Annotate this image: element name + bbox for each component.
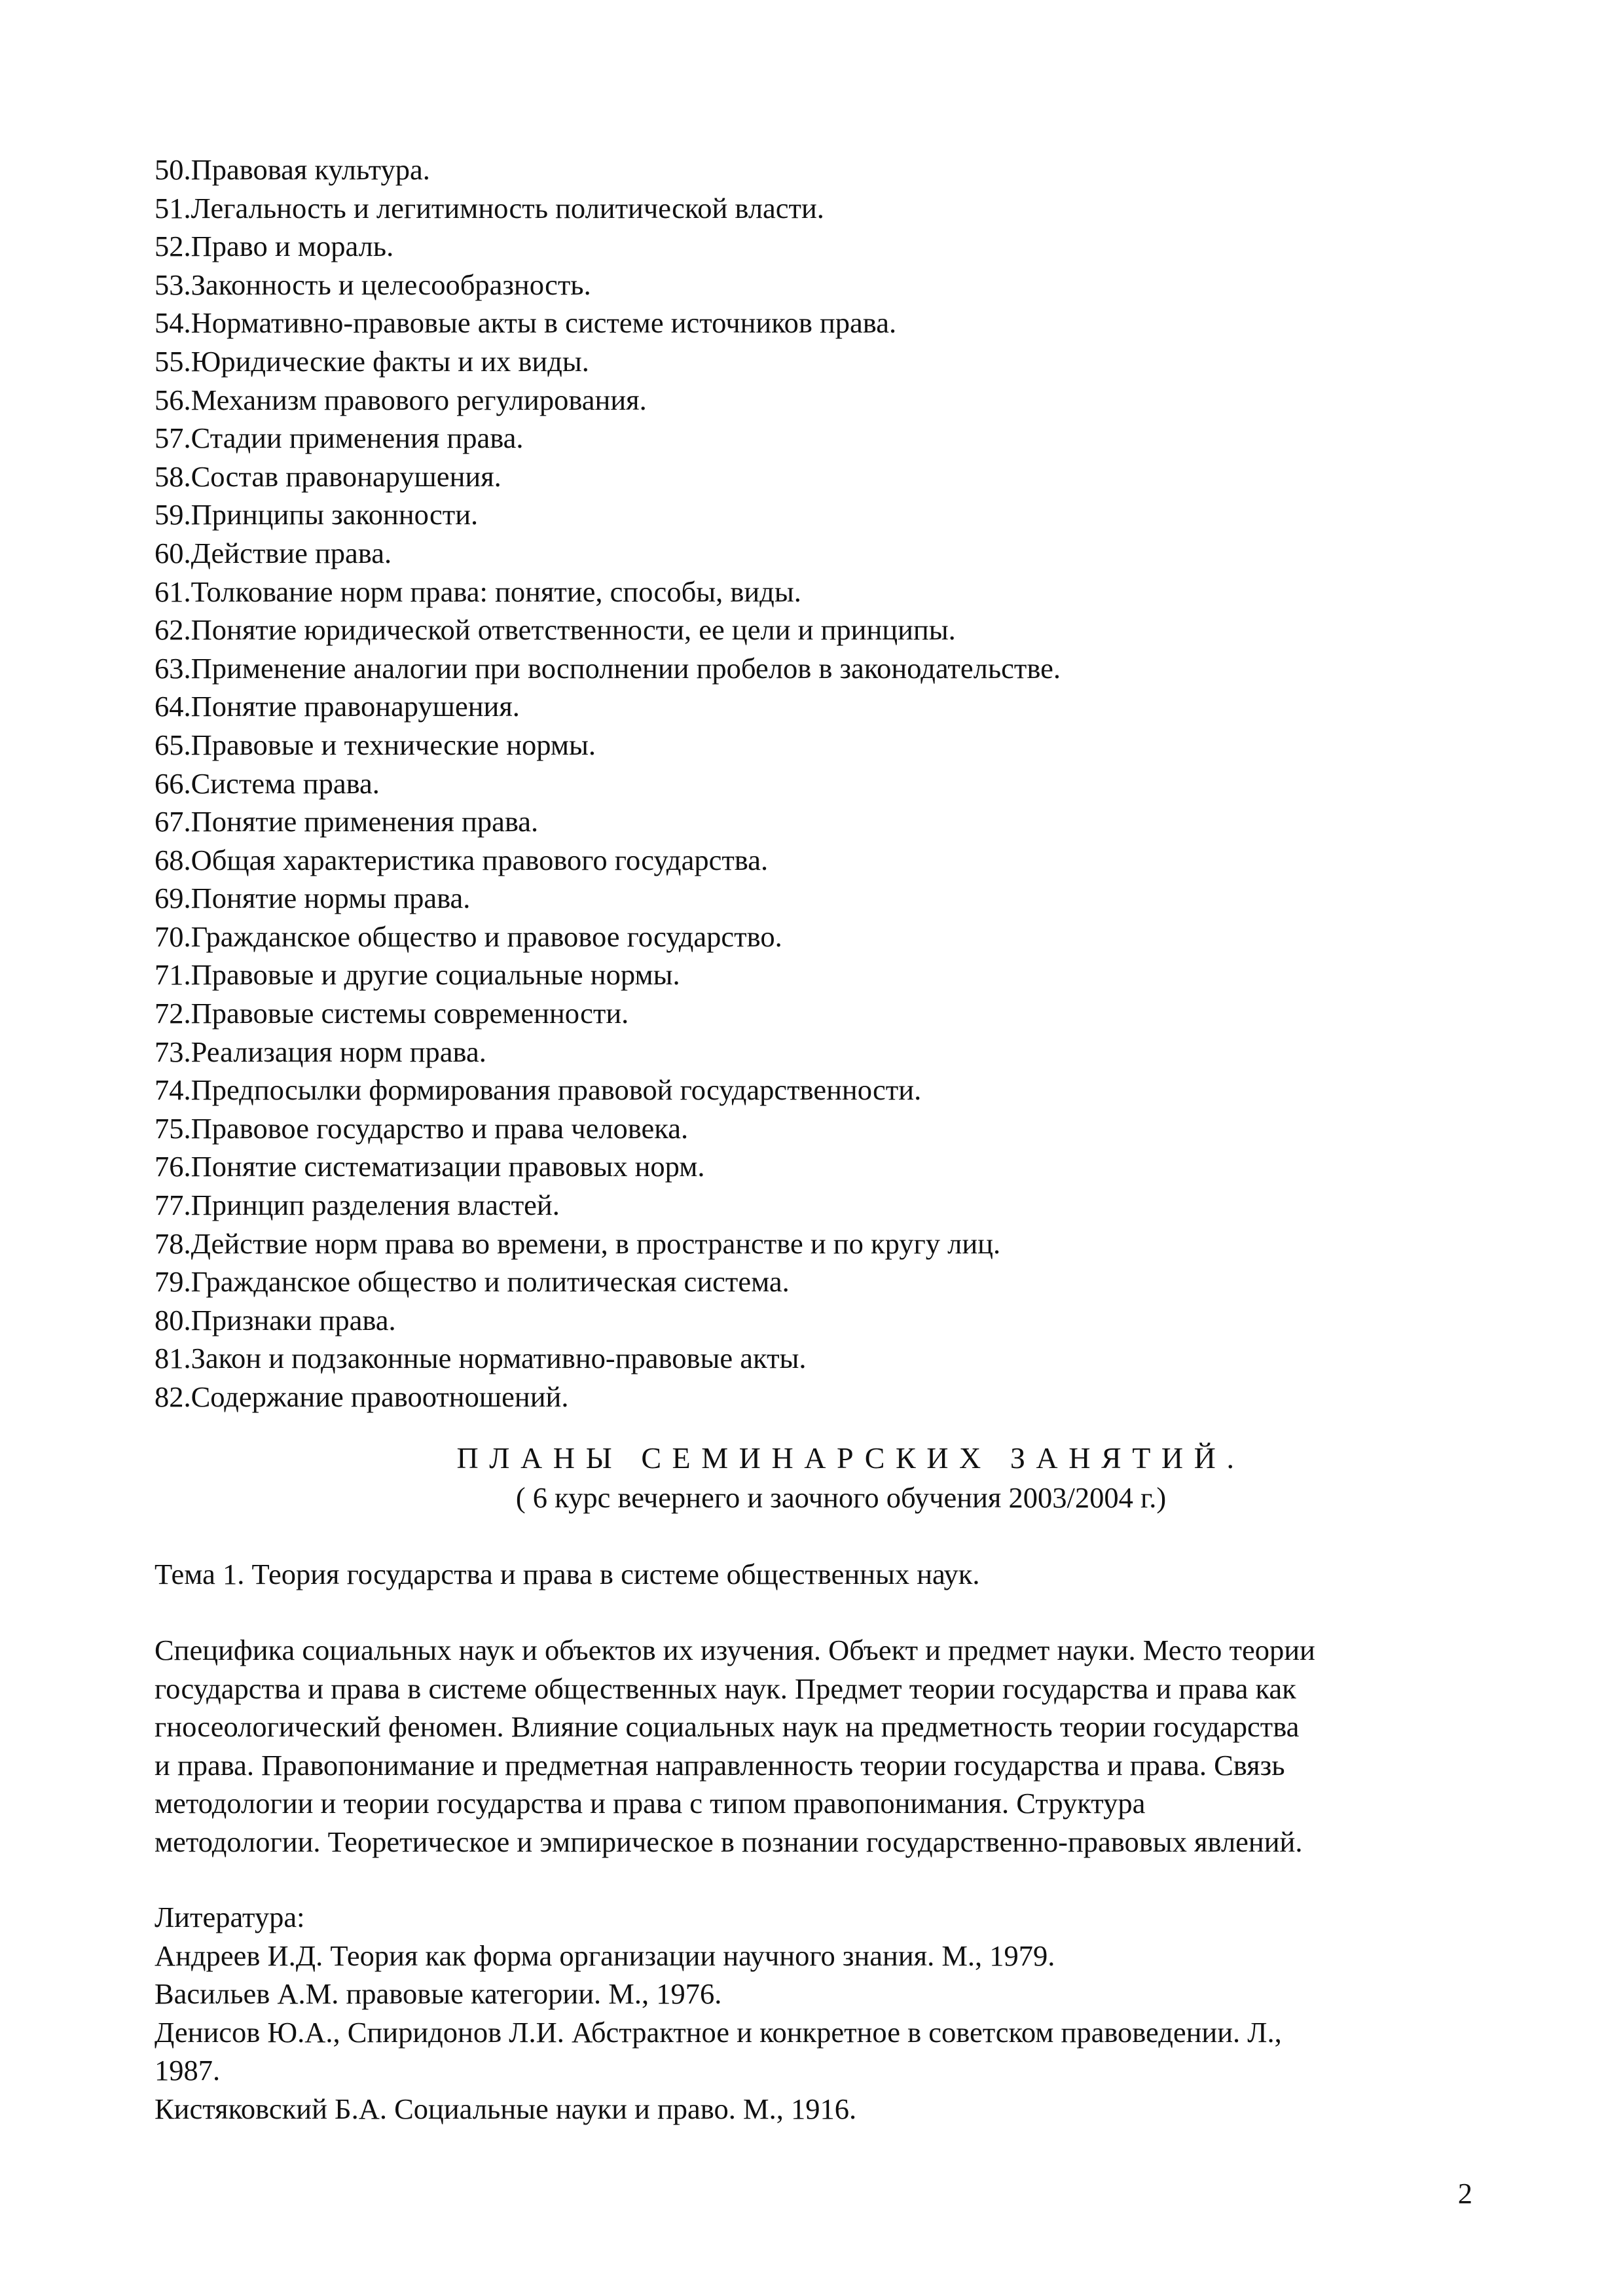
literature-line: Денисов Ю.А., Спиридонов Л.И. Абстрактное и конкретное в советском правоведении. Л., [155, 2015, 1282, 2049]
list-item: 57.Стадии применения права. [155, 422, 524, 455]
list-item: 66.Система права. [155, 766, 380, 800]
paragraph-line: и права. Правопонимание и предметная направленность теории государства и права. Связь [155, 1748, 1285, 1782]
section-heading [0, 1439, 1623, 1517]
paragraph-line: методологии. Теоретическое и эмпирическое в познании государственно-правовых явлений. [155, 1825, 1303, 1858]
paragraph-line: государства и права в системе общественных наук. Предмет теории государства и права как [155, 1672, 1296, 1705]
literature-item [155, 1937, 1484, 1975]
paragraph-line: Специфика социальных наук и объектов их изучения. Объект и предмет науки. Место теории [155, 1634, 1315, 1666]
list-item: 65.Правовые и технические нормы. [155, 728, 596, 761]
literature-item [155, 1975, 1484, 2013]
list-item: 68.Общая характеристика правового государства. [155, 843, 769, 876]
list-item: 64.Понятие правонарушения. [155, 690, 520, 723]
list-item: 76.Понятие систематизации правовых норм. [155, 1150, 705, 1183]
list-item: 54.Нормативно-правовые акты в системе источников права. [155, 306, 897, 340]
list-item: 53.Законность и целесообразность. [155, 268, 591, 301]
literature-line: 1987. [155, 2054, 221, 2087]
literature-item [155, 2013, 1484, 2090]
list-item: 75.Правовое государство и права человека. [155, 1111, 689, 1145]
list-item: 73.Реализация норм права. [155, 1035, 486, 1068]
list-item: 74.Предпосылки формирования правовой государственности. [155, 1073, 922, 1107]
literature-heading: Литература: [155, 1901, 305, 1933]
section-title: ПЛАНЫ СЕМИНАРСКИХ ЗАНЯТИЙ. [456, 1441, 1245, 1475]
list-item: 59.Принципы законности. [155, 498, 479, 531]
list-item: 60.Действие права. [155, 536, 392, 569]
list-item: 82.Содержание правоотношений. [155, 1380, 569, 1413]
list-item: 80.Признаки права. [155, 1303, 396, 1336]
literature-section [155, 1898, 1484, 2128]
literature-line: Васильев А.М. правовые категории. М., 1976. [155, 1977, 722, 2010]
list-item: 52.Право и мораль. [155, 230, 394, 263]
paragraph-line: методологии и теории государства и права с типом правопонимания. Структура [155, 1787, 1146, 1820]
list-item: 77.Принцип разделения властей. [155, 1189, 560, 1222]
list-item: 70.Гражданское общество и правовое государство. [155, 920, 782, 953]
section-subtitle: ( 6 курс вечернего и заочного обучения 2003/2004 г.) [515, 1481, 1167, 1514]
list-item: 55.Юридические факты и их виды. [155, 344, 589, 378]
list-item: 79.Гражданское общество и политическая система. [155, 1265, 790, 1299]
list-item: 67.Понятие применения права. [155, 805, 539, 838]
list-item: 81.Закон и подзаконные нормативно-правовые акты. [155, 1342, 807, 1375]
list-item: 63.Применение аналогии при восполнении пробелов в законодательстве. [155, 651, 1061, 685]
topic-paragraph [155, 1631, 1484, 1861]
literature-item [155, 2090, 1484, 2128]
list-item: 58.Состав правонарушения. [155, 459, 501, 493]
list-item: 50.Правовая культура. [155, 153, 430, 186]
list-item: 62.Понятие юридической ответственности, ее цели и принципы. [155, 613, 956, 647]
list-item: 78.Действие норм права во времени, в пространстве и по кругу лиц. [155, 1227, 1001, 1260]
page-number: 2 [1457, 2177, 1472, 2210]
list-item: 56.Механизм правового регулирования. [155, 383, 647, 416]
topic-heading: Тема 1. Теория государства и права в системе общественных наук. [155, 1558, 980, 1590]
list-item: 51.Легальность и легитимность политической власти. [155, 191, 824, 224]
literature-line: Кистяковский Б.А. Социальные науки и право. М., 1916. [155, 2092, 857, 2125]
exam-questions-list [155, 151, 1484, 1416]
list-item: 69.Понятие нормы права. [155, 882, 471, 915]
literature-line: Андреев И.Д. Теория как форма организации научного знания. М., 1979. [155, 1939, 1055, 1972]
list-item: 61.Толкование норм права: понятие, способы, виды. [155, 575, 801, 608]
paragraph-line: гносеологический феномен. Влияние социальных наук на предметность теории государства [155, 1710, 1300, 1743]
list-item: 71.Правовые и другие социальные нормы. [155, 958, 680, 992]
list-item: 72.Правовые системы современности. [155, 997, 629, 1030]
literature-list [155, 1937, 1484, 2128]
